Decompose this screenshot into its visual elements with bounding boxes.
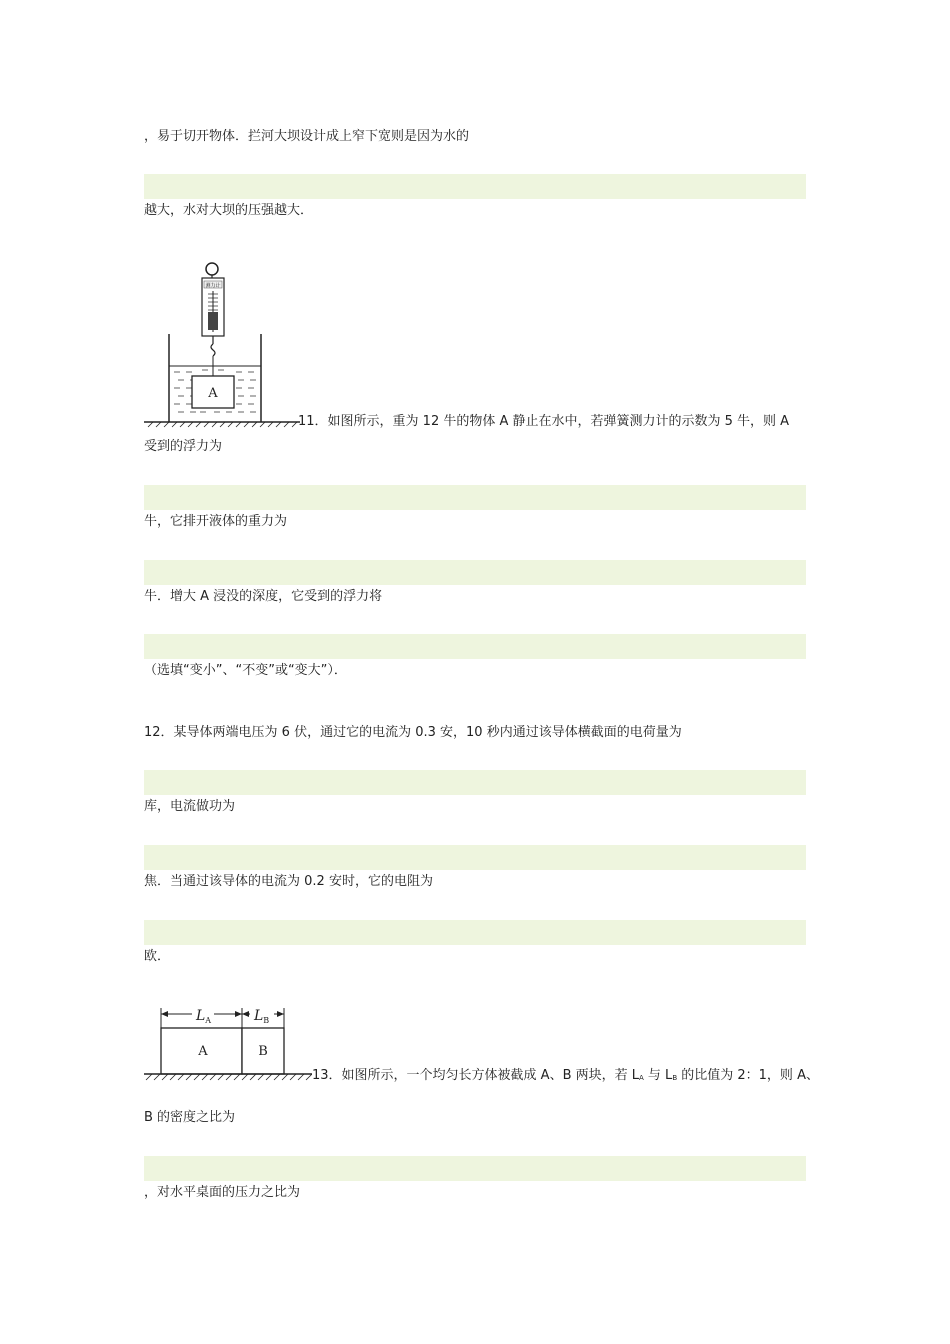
answer-blank-8[interactable] <box>144 1156 806 1181</box>
answer-blank-6[interactable] <box>144 845 806 870</box>
q10-text-2: 越大，水对大坝的压强越大． <box>144 203 314 218</box>
la-label: L <box>196 1008 206 1024</box>
answer-blank-2[interactable] <box>144 485 806 510</box>
la-subscript: A <box>205 1016 212 1025</box>
spring-scale-label: 测力计 <box>205 283 221 289</box>
q13-figure <box>144 1004 312 1082</box>
svg-text:LB <box>253 1008 269 1025</box>
q10-text-1: ，易于切开物体．拦河大坝设计成上窄下宽则是因为水的 <box>144 129 470 144</box>
q13-text-2: B 的密度之比为 <box>144 1110 236 1125</box>
q11-text-4: 牛．增大 A 浸没的深度，它受到的浮力将 <box>144 589 383 604</box>
q12-text-2: 库，电流做功为 <box>144 799 236 814</box>
q13-text-1: 13．如图所示，一个均匀长方体被截成 A、B 两块，若 $L_A$ 与 $L_B$ 的比值为 2：1，则 A、 <box>312 1068 819 1083</box>
answer-blank-3[interactable] <box>144 560 806 585</box>
q13-text-3: ，对水平桌面的压力之比为 <box>144 1185 301 1200</box>
answer-blank-5[interactable] <box>144 770 806 795</box>
q11-text-5: （选填“变小”、“不变”或“变大”）． <box>144 663 347 678</box>
q12-text-4: 欧． <box>144 949 171 964</box>
answer-blank-7[interactable] <box>144 920 806 945</box>
q11-text-1: 11．如图所示，重为 12 牛的物体 A 静止在水中，若弹簧测力计的示数为 5 牛，则 A <box>298 414 790 429</box>
q11-text-2: 受到的浮力为 <box>144 439 223 454</box>
q12-text-1: 12．某导体两端电压为 6 伏，通过它的电流为 0.3 安，10 秒内通过该导体横截面的电荷量为 <box>144 725 682 740</box>
lb-subscript: B <box>263 1016 270 1025</box>
spring-scale-ring-icon <box>206 263 218 275</box>
block-b-label: B <box>258 1044 268 1059</box>
block-a-label: A <box>198 1044 208 1059</box>
answer-blank-4[interactable] <box>144 634 806 659</box>
lb-label: L <box>254 1008 264 1024</box>
q12-text-3: 焦．当通过该导体的电流为 0.2 安时，它的电阻为 <box>144 874 433 889</box>
q11-text-3: 牛，它排开液体的重力为 <box>144 514 288 529</box>
svg-text:LA <box>195 1008 211 1025</box>
answer-blank-1[interactable] <box>144 174 806 199</box>
block-a-label: A <box>208 386 218 401</box>
q11-figure <box>144 258 300 430</box>
